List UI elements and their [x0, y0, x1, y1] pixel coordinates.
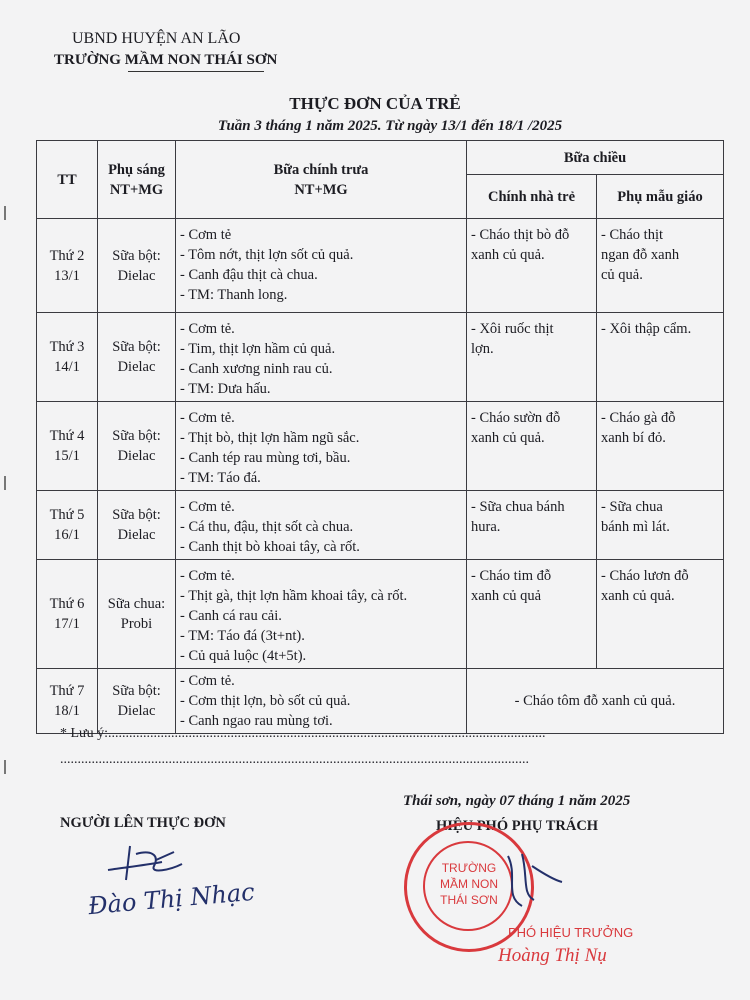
header-chinh-nha-tre: Chính nhà trẻ	[467, 175, 597, 219]
phu-sang-cell	[98, 402, 176, 491]
dish-line: - Cơm tẻ.	[180, 499, 235, 515]
dish-line: xanh củ quả.	[471, 430, 545, 446]
dish-line: - Xôi ruốc thịt	[471, 321, 554, 337]
day-date: 13/1	[54, 267, 80, 284]
dish-line: - Tôm nớt, thịt lợn sốt củ quả.	[180, 247, 354, 263]
menu-table	[36, 140, 724, 734]
table-row	[37, 669, 724, 734]
chieu-mau-giao-cell	[597, 313, 724, 402]
phu-sang-cell	[98, 491, 176, 560]
bua-chinh-cell	[176, 669, 467, 734]
dish-line: lợn.	[471, 341, 494, 357]
day-cell	[37, 560, 98, 669]
day-cell	[37, 669, 98, 734]
dish-line: - Canh cá rau cải.	[180, 608, 282, 624]
phu-sang-line: Probi	[120, 616, 153, 632]
author-signature-icon	[100, 840, 200, 884]
bua-chinh-cell	[176, 219, 467, 313]
dish-line: củ quả.	[601, 267, 643, 283]
phu-sang-line: Sữa chua:	[107, 596, 166, 612]
bua-chinh-cell	[176, 402, 467, 491]
day-name: Thứ 6	[49, 596, 85, 612]
stamp-line: TRƯỜNG	[441, 861, 497, 875]
day-name: Thứ 2	[49, 247, 85, 264]
dish-line: - Cơm tẻ.	[180, 410, 235, 426]
dish-line: - Cháo tim đỗ	[471, 568, 552, 584]
dish-line: - Xôi thập cẩm.	[601, 321, 692, 337]
dish-line: - Sữa chua	[601, 499, 663, 515]
agency-name: UBND HUYỆN AN LÃO	[72, 30, 241, 47]
dish-line: - Cháo lươn đỗ	[601, 568, 689, 584]
chieu-mau-giao-cell	[597, 560, 724, 669]
stamp-line: THÁI SƠN	[440, 893, 498, 907]
header-tt: TT	[37, 141, 98, 219]
day-name: Thứ 5	[49, 507, 85, 523]
dish-line: - Cháo thịt bò đỗ	[471, 227, 570, 243]
phu-sang-line: Sữa bột:	[112, 247, 161, 264]
dish-line: - Canh ngao rau mùng tơi.	[180, 713, 333, 729]
chieu-nha-tre-cell	[467, 313, 597, 402]
day-date: 16/1	[54, 527, 80, 543]
dish-line: bánh mì lát.	[601, 519, 670, 535]
dish-line: xanh củ quả.	[471, 247, 545, 263]
vice-principal-signature-icon	[488, 846, 568, 916]
school-name: TRƯỜNG MẦM NON THÁI SƠN	[54, 52, 278, 68]
note-line: * Lưu ý:.............................................................................................................................	[60, 726, 546, 741]
place-date: Thái sơn, ngày 07 tháng 1 năm 2025	[403, 793, 631, 809]
dish-line: - Cơm tẻ	[180, 227, 232, 243]
menu-author-role: NGƯỜI LÊN THỰC ĐƠN	[60, 815, 226, 831]
header-phu-sang-line: Phụ sáng	[108, 161, 165, 178]
dish-line: - TM: Dưa hấu.	[180, 381, 271, 397]
dish-line: - TM: Táo đá.	[180, 470, 261, 486]
phu-sang-line: Dielac	[117, 527, 156, 543]
dish-line: - Củ quả luộc (4t+5t).	[180, 648, 307, 664]
dish-line: - Thịt gà, thịt lợn hầm khoai tây, cà rốt.	[180, 588, 408, 604]
chieu-mau-giao-cell	[597, 402, 724, 491]
dish-line: - Cá thu, đậu, thịt sốt cà chua.	[180, 519, 354, 535]
day-cell	[37, 219, 98, 313]
header-bua-chieu: Bữa chiều	[467, 141, 724, 175]
vice-principal-name: Hoàng Thị Nụ	[498, 945, 607, 966]
day-name: Thứ 3	[49, 339, 85, 355]
dish-line: - Canh tép rau mùng tơi, bầu.	[180, 450, 351, 466]
header-row	[37, 141, 724, 175]
header-bua-chinh-line: NT+MG	[294, 181, 348, 198]
day-date: 17/1	[54, 616, 80, 632]
dish-line: - Cơm thịt lợn, bò sốt củ quả.	[180, 693, 351, 709]
header-bua-chinh	[176, 141, 467, 219]
binder-mark	[4, 760, 6, 774]
header-bua-chinh-line: Bữa chính trưa	[273, 161, 369, 178]
chieu-nha-tre-cell	[467, 402, 597, 491]
dish-line: - Canh đậu thịt cà chua.	[180, 267, 318, 283]
vice-principal-title: PHÓ HIỆU TRƯỞNG	[508, 925, 634, 940]
header-phu-sang	[98, 141, 176, 219]
header-phu-mau-giao: Phụ mẫu giáo	[597, 175, 724, 219]
dish-line: - Canh thịt bò khoai tây, cà rốt.	[180, 539, 360, 555]
dish-line: xanh bí đỏ.	[601, 430, 666, 446]
dish-line: - Cháo sườn đỗ	[471, 410, 561, 426]
day-cell	[37, 313, 98, 402]
header-phu-sang-line: NT+MG	[109, 181, 164, 198]
vice-principal-role: HIỆU PHÓ PHỤ TRÁCH	[436, 818, 599, 834]
bua-chinh-cell	[176, 491, 467, 560]
table-row	[37, 219, 724, 313]
dish-line: - Cháo thịt	[601, 227, 664, 243]
dish-line: - TM: Thanh long.	[180, 287, 288, 303]
dish-line: - TM: Táo đá (3t+nt).	[180, 628, 305, 644]
table-row	[37, 402, 724, 491]
bua-chinh-cell	[176, 313, 467, 402]
table-row	[37, 560, 724, 669]
author-name: Đào Thị Nhạc	[87, 877, 256, 921]
dish-line: - Sữa chua bánh	[471, 499, 565, 515]
dish-line: xanh củ quả	[471, 588, 542, 604]
phu-sang-line: Dielac	[117, 448, 156, 464]
table-row	[37, 313, 724, 402]
phu-sang-line: Dielac	[117, 359, 156, 375]
day-name: Thứ 7	[49, 683, 85, 699]
dish-line: - Canh xương ninh rau củ.	[180, 361, 333, 377]
bua-chinh-cell	[176, 560, 467, 669]
phu-sang-line: Dielac	[117, 267, 156, 284]
phu-sang-line: Sữa bột:	[112, 683, 161, 699]
chieu-nha-tre-cell	[467, 560, 597, 669]
chieu-mau-giao-cell	[597, 219, 724, 313]
chieu-merged-cell: - Cháo tôm đỗ xanh củ quả.	[467, 669, 724, 734]
day-date: 18/1	[54, 703, 80, 719]
day-date: 14/1	[54, 359, 80, 375]
phu-sang-line: Sữa bột:	[112, 507, 161, 523]
chieu-mau-giao-cell	[597, 491, 724, 560]
phu-sang-line: Sữa bột:	[112, 339, 161, 355]
dish-line: - Cháo gà đỗ	[601, 410, 676, 426]
day-date: 15/1	[54, 448, 80, 464]
dish-line: - Thịt bò, thịt lợn hầm ngũ sắc.	[180, 430, 360, 446]
school-underline	[128, 71, 264, 72]
dish-line: - Cơm tẻ.	[180, 321, 235, 337]
binder-mark	[4, 476, 6, 490]
page-title: THỰC ĐƠN CỦA TRẺ	[289, 94, 461, 113]
dish-line: hura.	[471, 519, 501, 535]
day-cell	[37, 402, 98, 491]
phu-sang-cell	[98, 560, 176, 669]
dish-line: ngan đỗ xanh	[601, 247, 680, 263]
table-row	[37, 491, 724, 560]
phu-sang-cell	[98, 313, 176, 402]
phu-sang-line: Sữa bột:	[112, 428, 161, 444]
stamp-line: MẦM NON	[440, 877, 498, 891]
day-name: Thứ 4	[49, 428, 85, 444]
page-subtitle: Tuần 3 tháng 1 năm 2025. Từ ngày 13/1 đến 18/1 /2025	[217, 118, 563, 134]
note-line-2: ......................................................................................................................................	[60, 752, 529, 767]
dish-line: - Cơm tẻ.	[180, 568, 235, 584]
dish-line: xanh củ quả.	[601, 588, 675, 604]
chieu-nha-tre-cell	[467, 491, 597, 560]
phu-sang-line: Dielac	[117, 703, 156, 719]
chieu-nha-tre-cell	[467, 219, 597, 313]
phu-sang-cell	[98, 219, 176, 313]
phu-sang-cell	[98, 669, 176, 734]
dish-line: - Cơm tẻ.	[180, 673, 235, 689]
dish-line: - Tim, thịt lợn hầm củ quả.	[180, 341, 336, 357]
day-cell	[37, 491, 98, 560]
binder-mark	[4, 206, 6, 220]
